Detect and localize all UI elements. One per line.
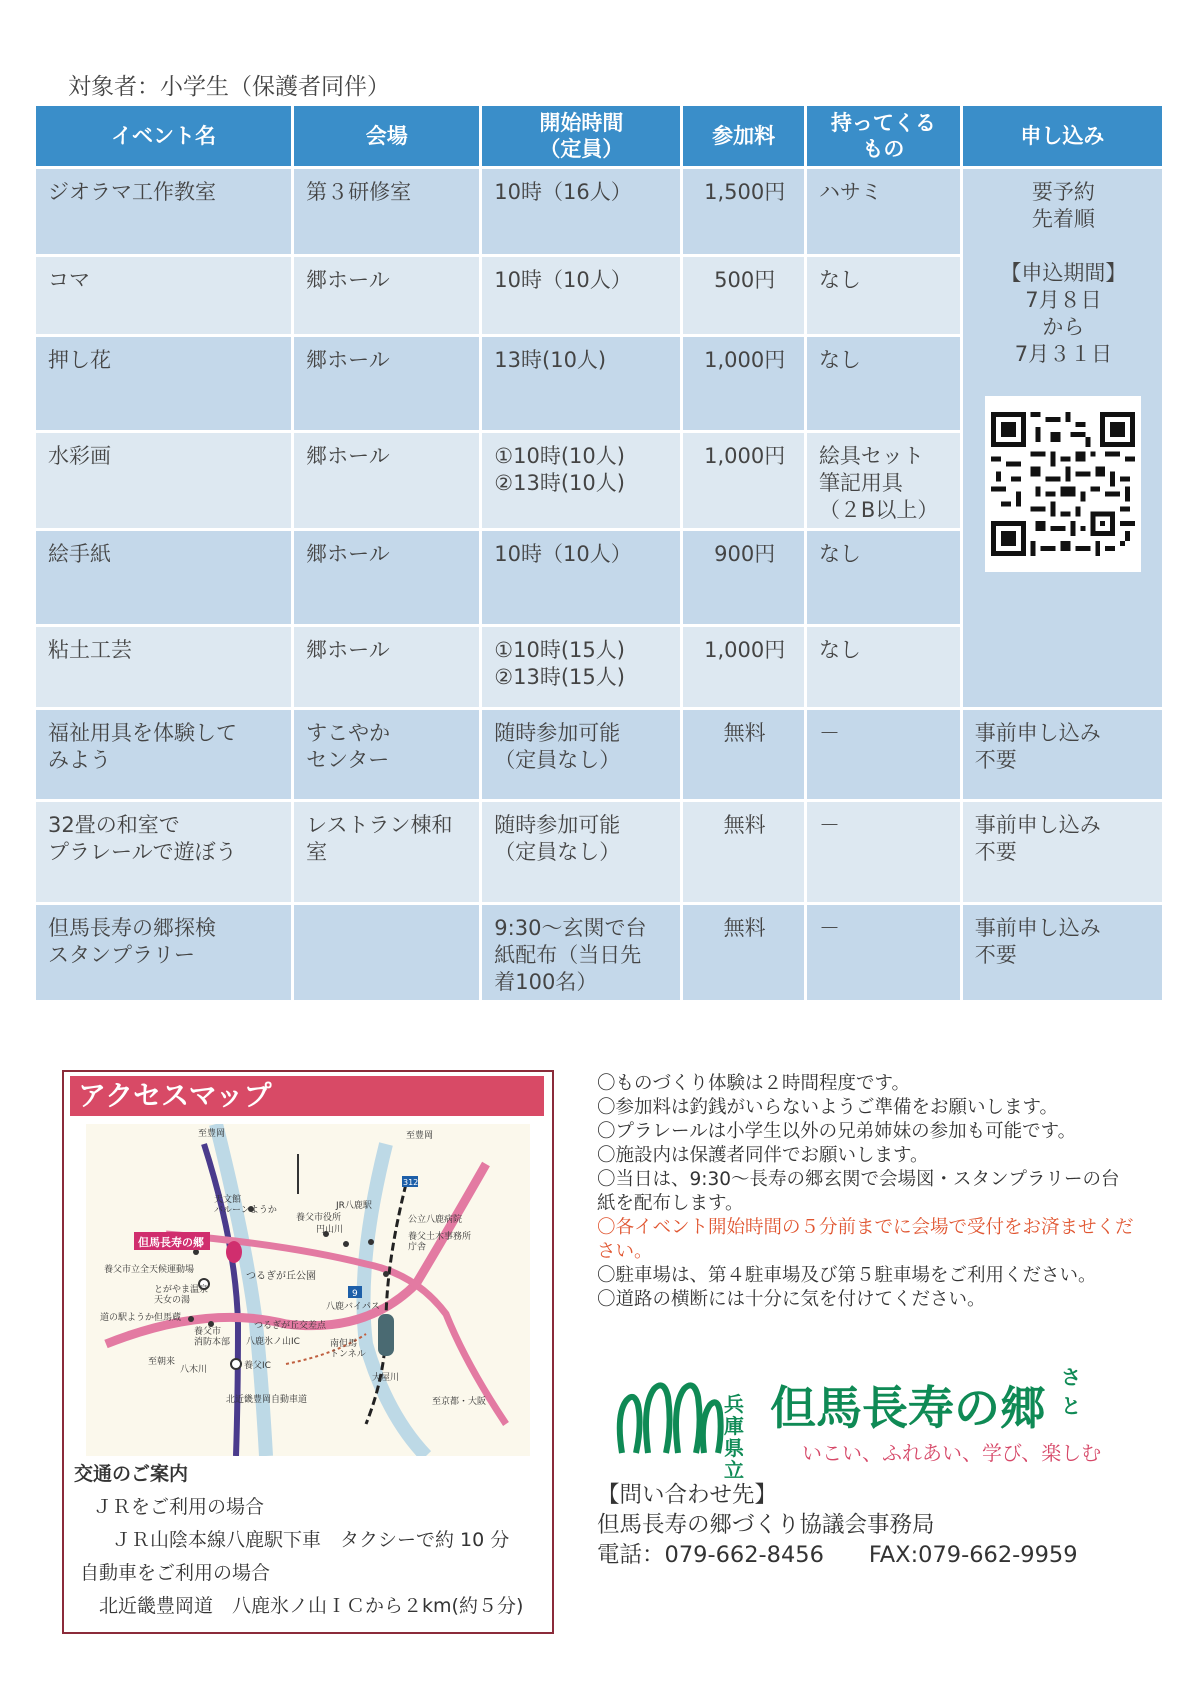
map-label-jr-yoka: JR八鹿駅 <box>336 1201 372 1211</box>
traffic-title: 交通のご案内 <box>74 1463 189 1485</box>
event-name: 32畳の和室で プラレールで遊ぼう <box>36 802 291 902</box>
map-label-michinoeki: 道の駅ようか但馬蔵 <box>100 1313 182 1323</box>
event-venue: すこやか センター <box>294 710 479 799</box>
event-time: 10時（10人） <box>482 257 680 334</box>
event-apply: 事前申し込み 不要 <box>963 802 1162 902</box>
note-item: 〇道路の横断には十分に気を付けてください。 <box>597 1289 986 1310</box>
map-label-sato: 但馬長寿の郷 <box>138 1236 204 1249</box>
event-venue: 郷ホール <box>294 627 479 707</box>
event-bring: 絵具セット 筆記用具 （２B以上） <box>807 433 960 528</box>
table-header-row <box>36 106 1162 166</box>
event-name: 絵手紙 <box>36 531 291 624</box>
svg-text:312: 312 <box>403 1178 419 1187</box>
contact-info <box>597 1480 1078 1570</box>
note-item: 〇参加料は釣銭がいらないようご準備をお願いします。 <box>597 1097 1059 1118</box>
traffic-guide <box>74 1458 544 1623</box>
event-name: 福祉用具を体験して みよう <box>36 710 291 799</box>
event-venue <box>294 905 479 1000</box>
header-bring: 持ってくる もの <box>807 106 960 166</box>
apply-period: 要予約 先着順 【申込期間】 7月８日 から 7月３１日 <box>1000 180 1127 366</box>
header-apply: 申し込み <box>963 106 1162 166</box>
event-time: ①10時(15人) ②13時(15人) <box>482 627 680 707</box>
event-bring: なし <box>807 257 960 334</box>
event-bring: － <box>807 905 960 1000</box>
event-fee: 1,000円 <box>683 337 804 430</box>
map-label-doboku: 養父土木事務所庁舎 <box>408 1232 472 1253</box>
map-label-city-hall: 養父市役所 <box>296 1213 342 1223</box>
event-venue: 郷ホール <box>294 337 479 430</box>
event-fee: 無料 <box>683 802 804 902</box>
map-label-hachibypass: 八鹿バイパス <box>326 1302 380 1312</box>
header-event-name: イベント名 <box>36 106 291 166</box>
event-name: 押し花 <box>36 337 291 430</box>
header-start-time: 開始時間 （定員） <box>482 106 680 166</box>
header-venue: 会場 <box>294 106 479 166</box>
event-apply: 事前申し込み 不要 <box>963 905 1162 1000</box>
traffic-line: 北近畿豊岡道 八鹿氷ノ山ＩＣから２km(約５分) <box>74 1595 524 1617</box>
event-name: 粘土工芸 <box>36 627 291 707</box>
event-time: 10時（10人） <box>482 531 680 624</box>
note-item: 〇ものづくり体験は２時間程度です。 <box>597 1073 911 1094</box>
map-label-toyooka-n: 至豊岡 <box>198 1129 226 1139</box>
map-label-tenmonkan: 天文館バルーンようか <box>214 1195 277 1216</box>
event-table <box>33 103 1165 1003</box>
map-label-hospital: 公立八鹿病院 <box>408 1215 463 1225</box>
map-label-yabu-ic: 養父IC <box>244 1361 271 1371</box>
map-label-toyooka-ne: 至豊岡 <box>406 1131 434 1141</box>
logo-ruby: さと <box>1061 1365 1081 1418</box>
event-name: 但馬長寿の郷探検 スタンプラリー <box>36 905 291 1000</box>
svg-text:9: 9 <box>352 1289 358 1299</box>
event-fee: 無料 <box>683 710 804 799</box>
event-venue: 郷ホール <box>294 433 479 528</box>
map-label-shobo: 養父市消防本部 <box>194 1327 231 1348</box>
event-bring: ハサミ <box>807 169 960 254</box>
event-fee: 無料 <box>683 905 804 1000</box>
map-label-taiken: 養父市立全天候運動場 <box>104 1265 195 1275</box>
contact-heading: 【問い合わせ先】 <box>597 1482 778 1508</box>
event-bring: なし <box>807 337 960 430</box>
qr-code-icon <box>991 404 1135 564</box>
event-time: ①10時(10人) ②13時(10人) <box>482 433 680 528</box>
note-item: 〇施設内は保護者同伴でお願いします。 <box>597 1145 929 1166</box>
event-venue: レストラン棟和 室 <box>294 802 479 902</box>
map-label-yagigawa: 八木川 <box>180 1365 208 1375</box>
event-name: 水彩画 <box>36 433 291 528</box>
route-9-icon <box>348 1286 362 1299</box>
map-label-kousaten: つるぎが丘交差点 <box>254 1321 327 1331</box>
event-venue: 郷ホール <box>294 257 479 334</box>
event-fee: 1,000円 <box>683 433 804 528</box>
event-time: 10時（16人） <box>482 169 680 254</box>
logo-prefix: 兵庫 県立 <box>724 1392 744 1482</box>
access-map <box>86 1124 530 1456</box>
target-audience: 対象者：小学生（保護者同伴） <box>68 74 390 100</box>
notes-list <box>597 1072 1137 1312</box>
map-label-minami-tunnel: 南但馬トンネル <box>330 1339 366 1360</box>
event-venue: 郷ホール <box>294 531 479 624</box>
event-time: 随時参加可能 （定員なし） <box>482 710 680 799</box>
traffic-line: ＪＲ山陰本線八鹿駅下車 タクシーで約 10 分 <box>74 1529 510 1551</box>
table-row <box>36 802 1162 902</box>
event-name: ジオラマ工作教室 <box>36 169 291 254</box>
event-venue: 第３研修室 <box>294 169 479 254</box>
table-row <box>36 905 1162 1000</box>
contact-org: 但馬長寿の郷づくり協議会事務局 <box>597 1512 935 1538</box>
note-item-highlight: 〇各イベント開始時間の５分前までに会場で受付をお済ませください。 <box>597 1217 1134 1262</box>
map-label-tougaya: とがやま温泉天女の湯 <box>154 1285 209 1306</box>
table-row <box>36 710 1162 799</box>
event-bring: なし <box>807 627 960 707</box>
logo-figures-icon <box>612 1375 724 1459</box>
logo <box>612 1365 1102 1482</box>
note-item: 〇駐車場は、第４駐車場及び第５駐車場をご利用ください。 <box>597 1265 1097 1286</box>
event-time: 13時(10人) <box>482 337 680 430</box>
route-312-icon <box>402 1176 418 1187</box>
contact-phone: 電話：079-662-8456 FAX:079-662-9959 <box>597 1542 1078 1568</box>
map-label-kyoto: 至京都・大阪 <box>432 1397 487 1407</box>
map-label-kouen: つるぎが丘公園 <box>246 1271 316 1282</box>
event-time: 随時参加可能 （定員なし） <box>482 802 680 902</box>
event-fee: 1,500円 <box>683 169 804 254</box>
map-label-maruyama: 円山川 <box>316 1225 344 1235</box>
event-fee: 500円 <box>683 257 804 334</box>
event-apply: 事前申し込み 不要 <box>963 710 1162 799</box>
qr-code[interactable] <box>985 396 1141 572</box>
traffic-line: 自動車をご利用の場合 <box>74 1562 271 1584</box>
event-fee: 900円 <box>683 531 804 624</box>
access-map-title: アクセスマップ <box>70 1076 544 1116</box>
apply-merged-cell <box>963 169 1162 707</box>
map-label-ic-hachika: 八鹿氷ノ山IC <box>246 1337 300 1347</box>
header-fee: 参加料 <box>683 106 804 166</box>
access-map-box <box>62 1070 554 1634</box>
logo-tagline: いこい、ふれあい、学び、楽しむ <box>802 1441 1102 1465</box>
map-drawing <box>86 1124 530 1456</box>
map-label-ooyagawa: 大屋川 <box>372 1373 400 1383</box>
event-bring: なし <box>807 531 960 624</box>
event-name: コマ <box>36 257 291 334</box>
table-row <box>36 169 1162 254</box>
traffic-line: ＪＲをご利用の場合 <box>74 1496 265 1518</box>
event-fee: 1,000円 <box>683 627 804 707</box>
map-label-expressway: 北近畿豊岡自動車道 <box>226 1395 308 1405</box>
logo-main: 但馬長寿の郷 <box>770 1381 1046 1435</box>
event-time: 9:30～玄関で台 紙配布（当日先 着100名） <box>482 905 680 1000</box>
map-label-asago: 至朝来 <box>148 1357 176 1367</box>
note-item: 〇プラレールは小学生以外の兄弟姉妹の参加も可能です。 <box>597 1121 1077 1142</box>
note-item: 〇当日は、9:30～長寿の郷玄関で会場図・スタンプラリーの台紙を配布します。 <box>597 1169 1120 1214</box>
event-bring: － <box>807 710 960 799</box>
event-bring: － <box>807 802 960 902</box>
